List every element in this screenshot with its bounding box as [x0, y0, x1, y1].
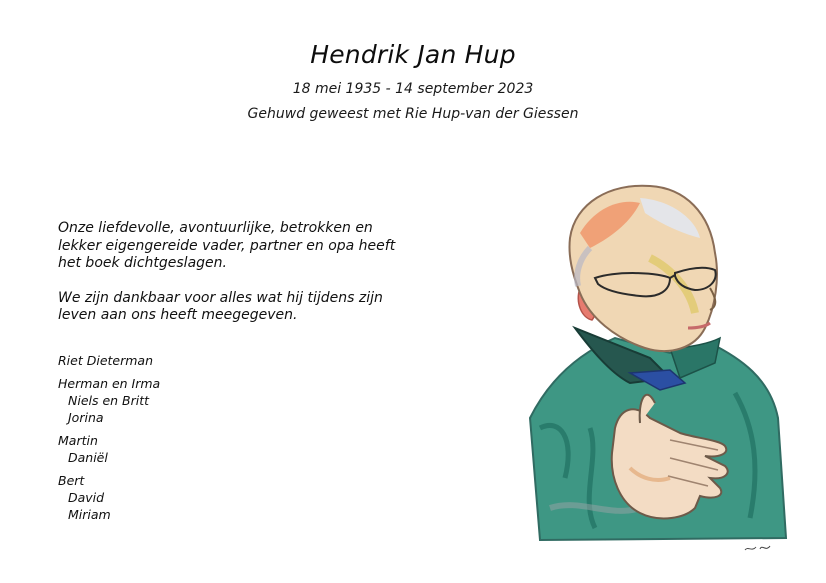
family-list	[58, 352, 358, 529]
family-member: Bert	[58, 473, 85, 488]
family-child: Jorina	[68, 410, 104, 425]
portrait-illustration	[520, 178, 792, 562]
spouse-line: Gehuwd geweest met Rie Hup-van der Giessen	[247, 106, 579, 122]
family-child: David	[68, 490, 105, 505]
family-member: Herman en Irma	[58, 376, 161, 391]
message-paragraph: We zijn dankbaar voor alles wat hij tijdens zijn leven aan ons heeft meegegeven.	[58, 289, 383, 323]
message-paragraph: Onze liefdevolle, avontuurlijke, betrokken en lekker eigengereide vader, partner en opa heeft het boek dichtgeslagen.	[58, 220, 396, 271]
memorial-message	[58, 220, 408, 342]
family-child: Niels en Britt	[68, 393, 150, 408]
family-member: Riet Dieterman	[58, 353, 154, 368]
family-child: Miriam	[68, 507, 111, 522]
family-child: Daniël	[68, 450, 108, 465]
deceased-name: Hendrik Jan Hup	[310, 40, 516, 69]
family-group	[58, 352, 358, 369]
family-member: Martin	[58, 433, 98, 448]
family-group	[58, 432, 358, 466]
life-dates: 18 mei 1935 - 14 september 2023	[292, 81, 534, 97]
family-group	[58, 472, 358, 523]
family-group	[58, 375, 358, 426]
